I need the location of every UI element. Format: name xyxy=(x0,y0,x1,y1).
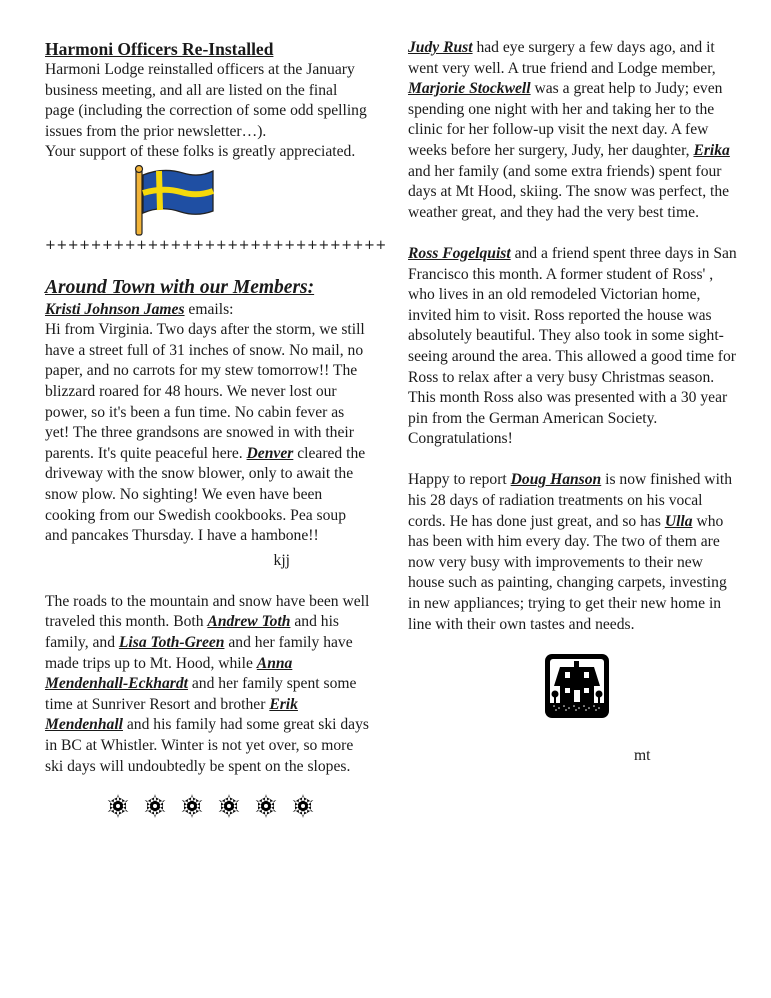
travel-text: and his family had some great ski days in BC at Whistler. Winter is not yet over, so more ski days will undoubtedly be spent on the slopes. xyxy=(45,716,369,775)
member-name: Kristi Johnson James xyxy=(45,300,185,318)
snowflake-icon xyxy=(290,793,316,819)
officers-heading: Harmoni Officers Re-Installed xyxy=(45,39,274,59)
judy-text: had eye surgery a few days ago, and it went very well. A true friend and Lodge member, xyxy=(408,39,716,77)
judy-text: and her family (and some extra friends) spent four days at Mt Hood, skiing. The snow was perfect, the weather great, and they had the very best time. xyxy=(408,162,730,221)
email-verb: emails: xyxy=(184,300,234,318)
doug-text: who has been with him every day. The two of them are now very busy with improvements to their new house such as painting, changing carpets, investing in new appliances; trying to get their new home in line with their own tastes and needs. xyxy=(408,512,727,633)
doug-paragraph xyxy=(408,470,738,635)
snowflake-icon xyxy=(216,793,242,819)
email-text: Hi from Virginia. Two days after the storm, we still have a street full of 31 inches of snow. No mail, no paper, and no carrots for my stew tomorrow!! The blizzard roared for 48 hours. We never lost our power, so it's been a fun time. No cabin fever as yet! The three grandsons are snowed in with their parents. It's quite peaceful here. xyxy=(45,321,365,462)
member-name: Ulla xyxy=(664,512,693,530)
member-name: Doug Hanson xyxy=(510,471,602,489)
judy-paragraph xyxy=(408,38,738,223)
email-signature: kjj xyxy=(273,551,290,569)
snowflake-icon xyxy=(142,793,168,819)
member-name: Judy Rust xyxy=(408,39,473,56)
doug-text: is now finished with his 28 days of radiation treatments on his vocal cords. He has done just great, and so has xyxy=(408,471,733,530)
snowflake-icon xyxy=(179,793,205,819)
travel-text: and her family have made trips up to Mt. Hood, while xyxy=(45,634,353,672)
member-name: Lisa Toth-Green xyxy=(118,634,225,652)
left-column xyxy=(45,38,387,819)
travel-text: The roads to the mountain and snow have been well traveled this month. Both xyxy=(45,592,370,631)
house-icon xyxy=(544,653,610,719)
officers-paragraph: Harmoni Lodge reinstalled officers at the January business meeting, and all are listed on the final page (including the correction of some odd spelling issues from the prior newsletter…). xyxy=(45,61,367,140)
snowflake-icon xyxy=(253,793,279,819)
snowflake-icon xyxy=(105,793,131,819)
swedish-flag-icon xyxy=(133,165,217,237)
signature-mt: mt xyxy=(634,746,651,764)
right-column xyxy=(408,38,738,766)
section-divider: ++++++++++++++++++++++++++++++ xyxy=(45,237,387,253)
ross-paragraph xyxy=(408,244,738,450)
travel-paragraph xyxy=(45,592,370,777)
officers-appreciation: Your support of these folks is greatly appreciated. xyxy=(45,143,356,161)
flag-container xyxy=(45,165,370,237)
travel-text: and his family, and xyxy=(45,613,339,652)
email-body xyxy=(45,320,370,547)
member-name: Erik Mendenhall xyxy=(45,695,298,734)
member-name: Erika xyxy=(693,141,730,159)
judy-text: was a great help to Judy; even spending one night with her and taking her to the clinic for her follow-up visit the next day. A few weeks before her surgery, Judy, her daughter, xyxy=(408,80,723,159)
house-container xyxy=(408,653,738,726)
member-name: Ross Fogelquist xyxy=(408,244,511,262)
travel-text: and her family spent some time at Sunriver Resort and brother xyxy=(45,675,357,713)
member-name: Andrew Toth xyxy=(207,613,291,631)
member-name: Anna Mendenhall-Eckhardt xyxy=(45,654,293,693)
around-town-heading: Around Town with our Members: xyxy=(45,276,315,298)
ross-text: and a friend spent three days in San Francisco this month. A former student of Ross' , who lives in an old remodeled Victorian home, invited him to visit. Ross reported the house was absolutely beautiful. They also took in some sight-seeing around the area. This allowed a good time for Ross to relax after a very busy Christmas season. This month Ross also was presented with a 30 year pin from the German American Society. Congratulations! xyxy=(408,244,737,448)
doug-text: Happy to report xyxy=(408,471,511,489)
member-name: Marjorie Stockwell xyxy=(408,80,531,98)
email-text: cleared the driveway with the snow blower, only to await the snow plow. No sighting! We even have been cooking from our Swedish cookbooks. Pea soup and pancakes Thursday. I have a hambone!! xyxy=(45,444,366,545)
email-intro xyxy=(45,300,370,321)
member-name: Denver xyxy=(246,444,294,462)
snowflake-row xyxy=(45,793,370,819)
